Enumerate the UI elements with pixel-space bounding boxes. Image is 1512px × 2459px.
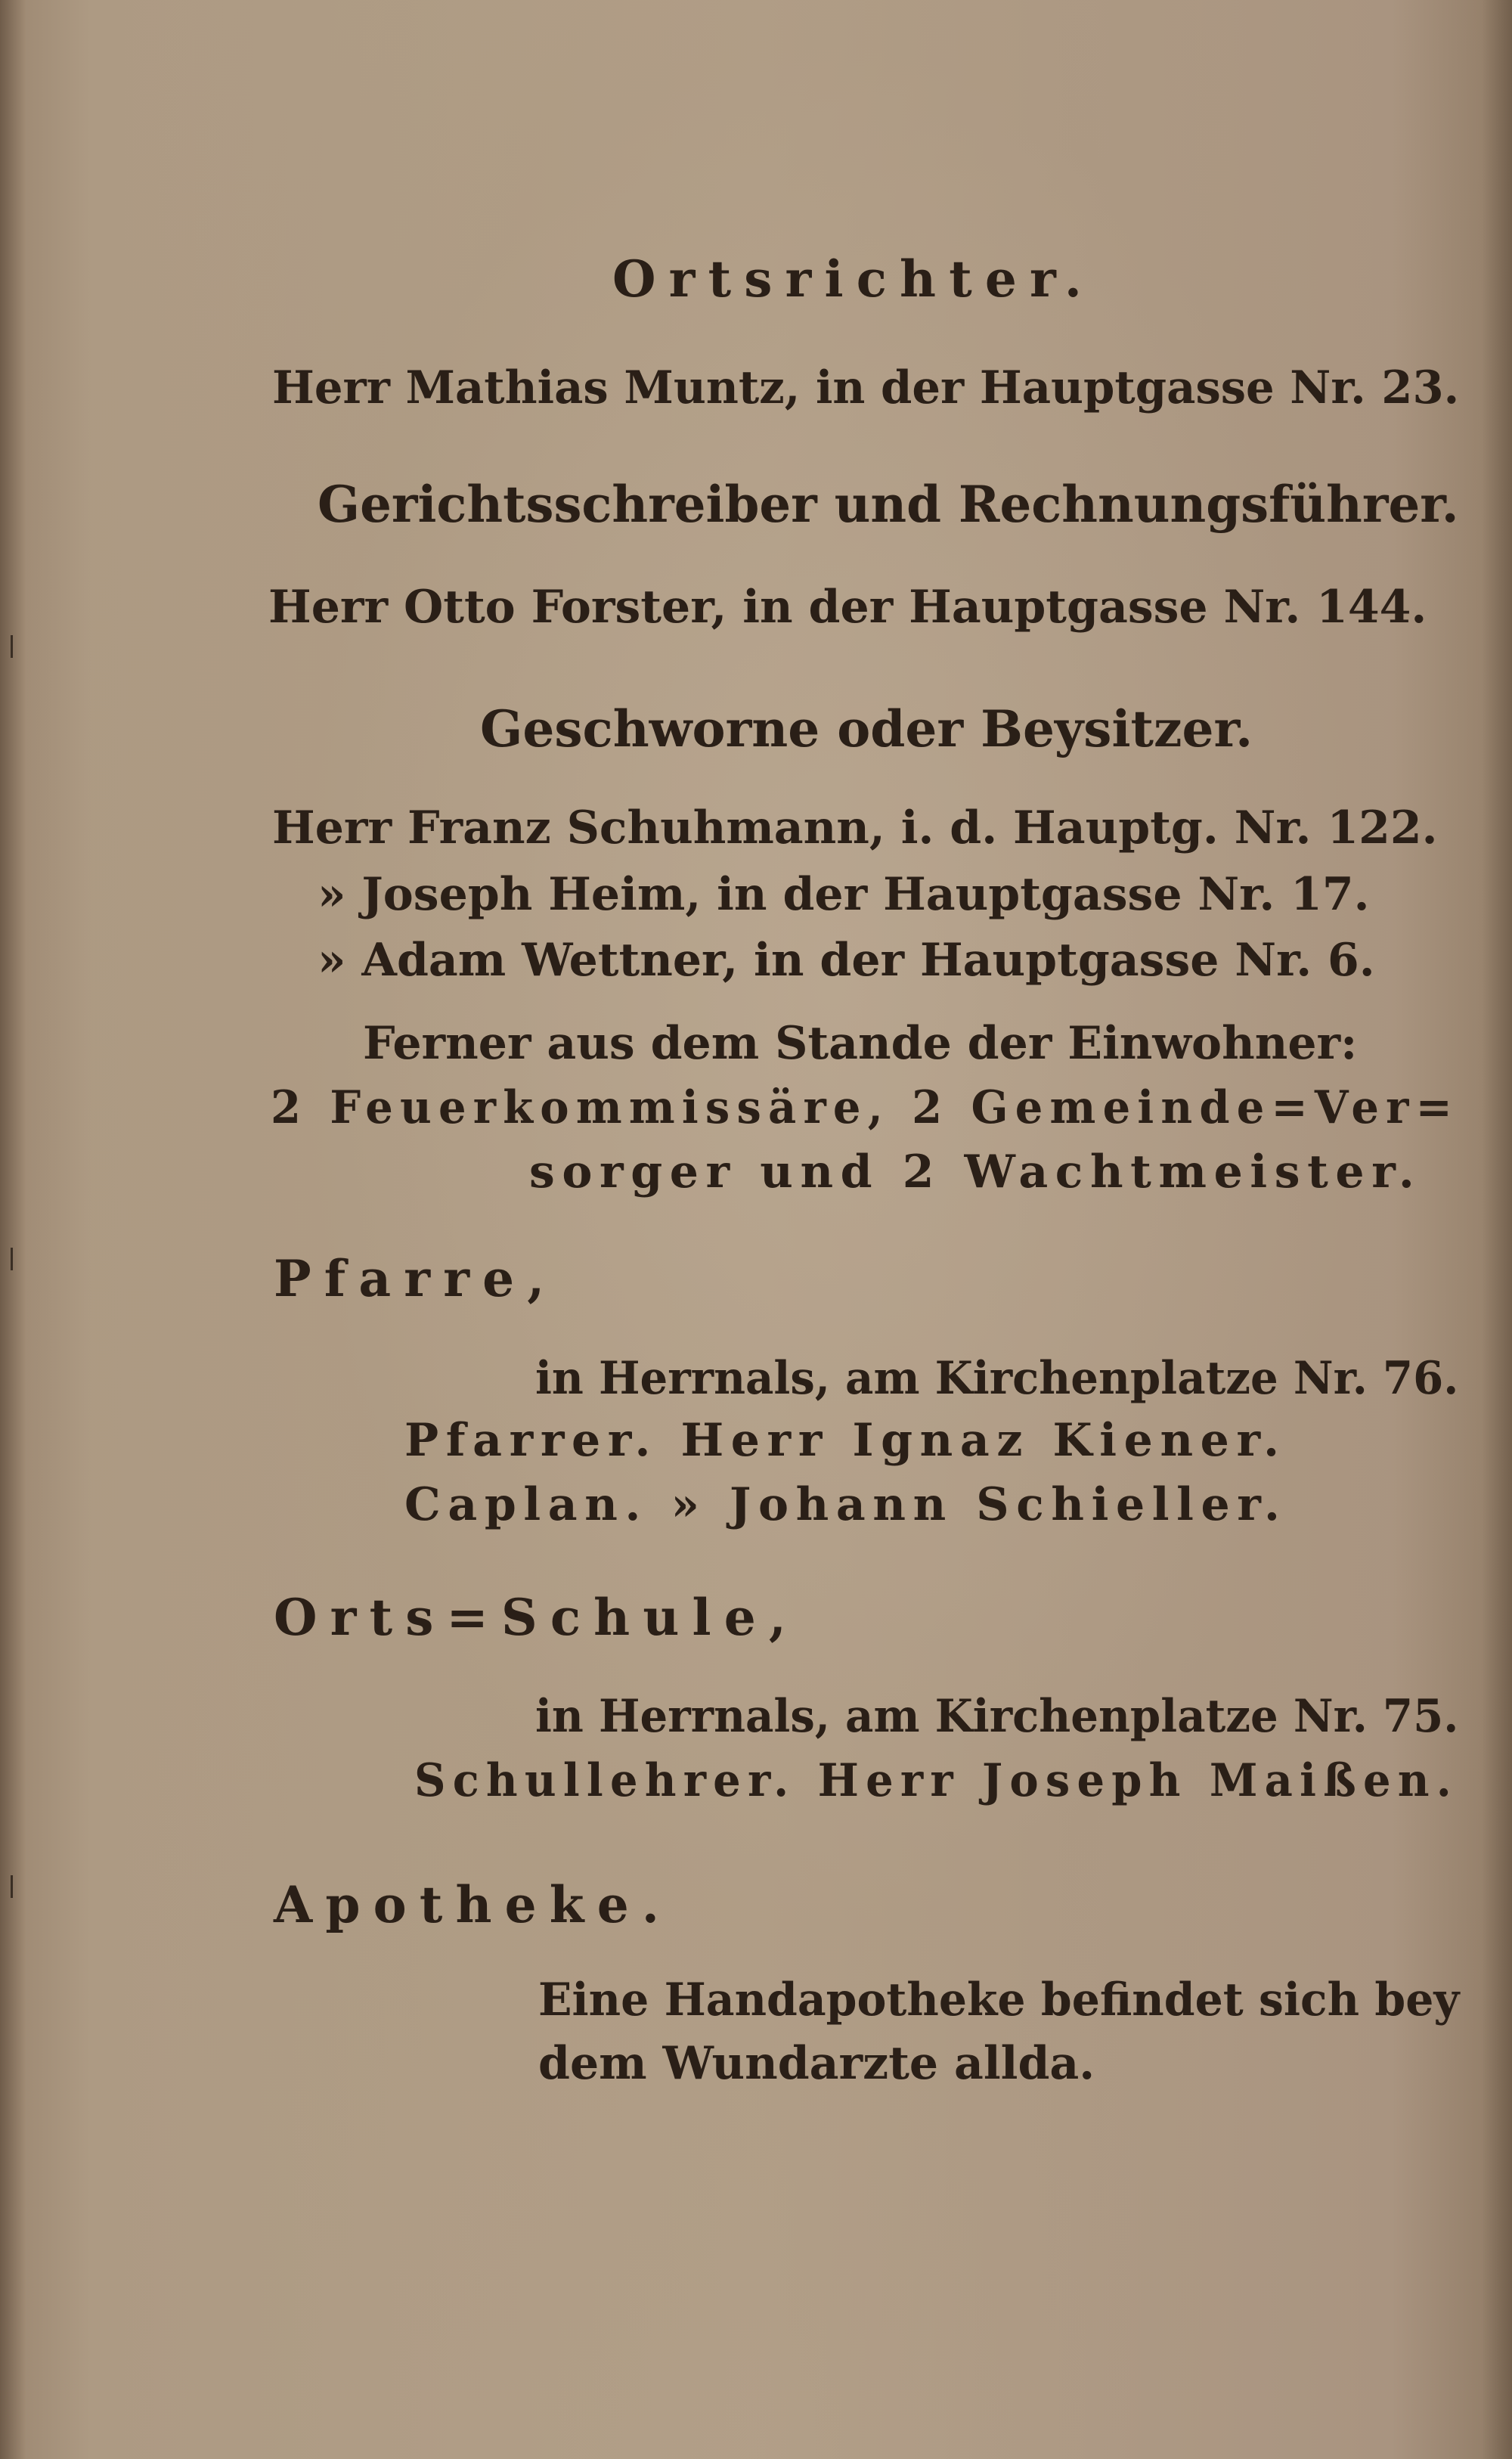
- apotheke-line-2: dem Wundarzte allda.: [538, 2037, 1095, 2090]
- binding-thread-mark: [11, 1248, 25, 1270]
- geschworne-entry-1: Herr Franz Schuhmann, i. d. Hauptg. Nr. 122.: [272, 802, 1438, 854]
- geschworne-entry-3: » Adam Wettner, in der Hauptgasse Nr. 6.: [318, 934, 1375, 987]
- binding-thread-mark: [11, 635, 25, 658]
- geschworne-entry-2: » Joseph Heim, in der Hauptgasse Nr. 17.: [318, 868, 1370, 921]
- ortsschule-address: in Herrnals, am Kirchenplatze Nr. 75.: [535, 1690, 1459, 1743]
- pfarre-pfarrer: Pfarrer. Herr Ignaz Kiener.: [404, 1414, 1287, 1467]
- section-heading-ortsrichter: Ortsrichter.: [612, 250, 1095, 309]
- page-edge-shadow: [1482, 0, 1512, 2459]
- pfarre-address: in Herrnals, am Kirchenplatze Nr. 76.: [535, 1352, 1459, 1405]
- section-heading-ortsschule: Orts=Schule,: [274, 1588, 799, 1647]
- section-heading-apotheke: Apotheke.: [274, 1875, 672, 1934]
- binding-thread-mark: [11, 1875, 25, 1898]
- section-heading-geschworne: Geschworne oder Beysitzer.: [480, 699, 1253, 758]
- ferner-line-2: 2 Feuerkommissäre, 2 Gemeinde=Ver=: [271, 1081, 1460, 1134]
- page-spine: [0, 0, 26, 2459]
- pfarre-caplan: Caplan. » Johann Schieller.: [404, 1478, 1287, 1531]
- ferner-line-1: Ferner aus dem Stande der Einwohner:: [363, 1017, 1358, 1070]
- section-heading-gerichtsschreiber: Gerichtsschreiber und Rechnungsführer.: [318, 475, 1459, 534]
- gerichtsschreiber-entry: Herr Otto Forster, in der Hauptgasse Nr. 144.: [268, 581, 1427, 634]
- apotheke-line-1: Eine Handapotheke befindet sich bey: [538, 1974, 1460, 2026]
- ferner-line-3: sorger und 2 Wachtmeister.: [529, 1146, 1422, 1198]
- ortsrichter-entry: Herr Mathias Muntz, in der Hauptgasse Nr. 23.: [272, 361, 1460, 414]
- ortsschule-lehrer: Schullehrer. Herr Joseph Maißen.: [414, 1754, 1458, 1807]
- section-heading-pfarre: Pfarre,: [274, 1249, 558, 1308]
